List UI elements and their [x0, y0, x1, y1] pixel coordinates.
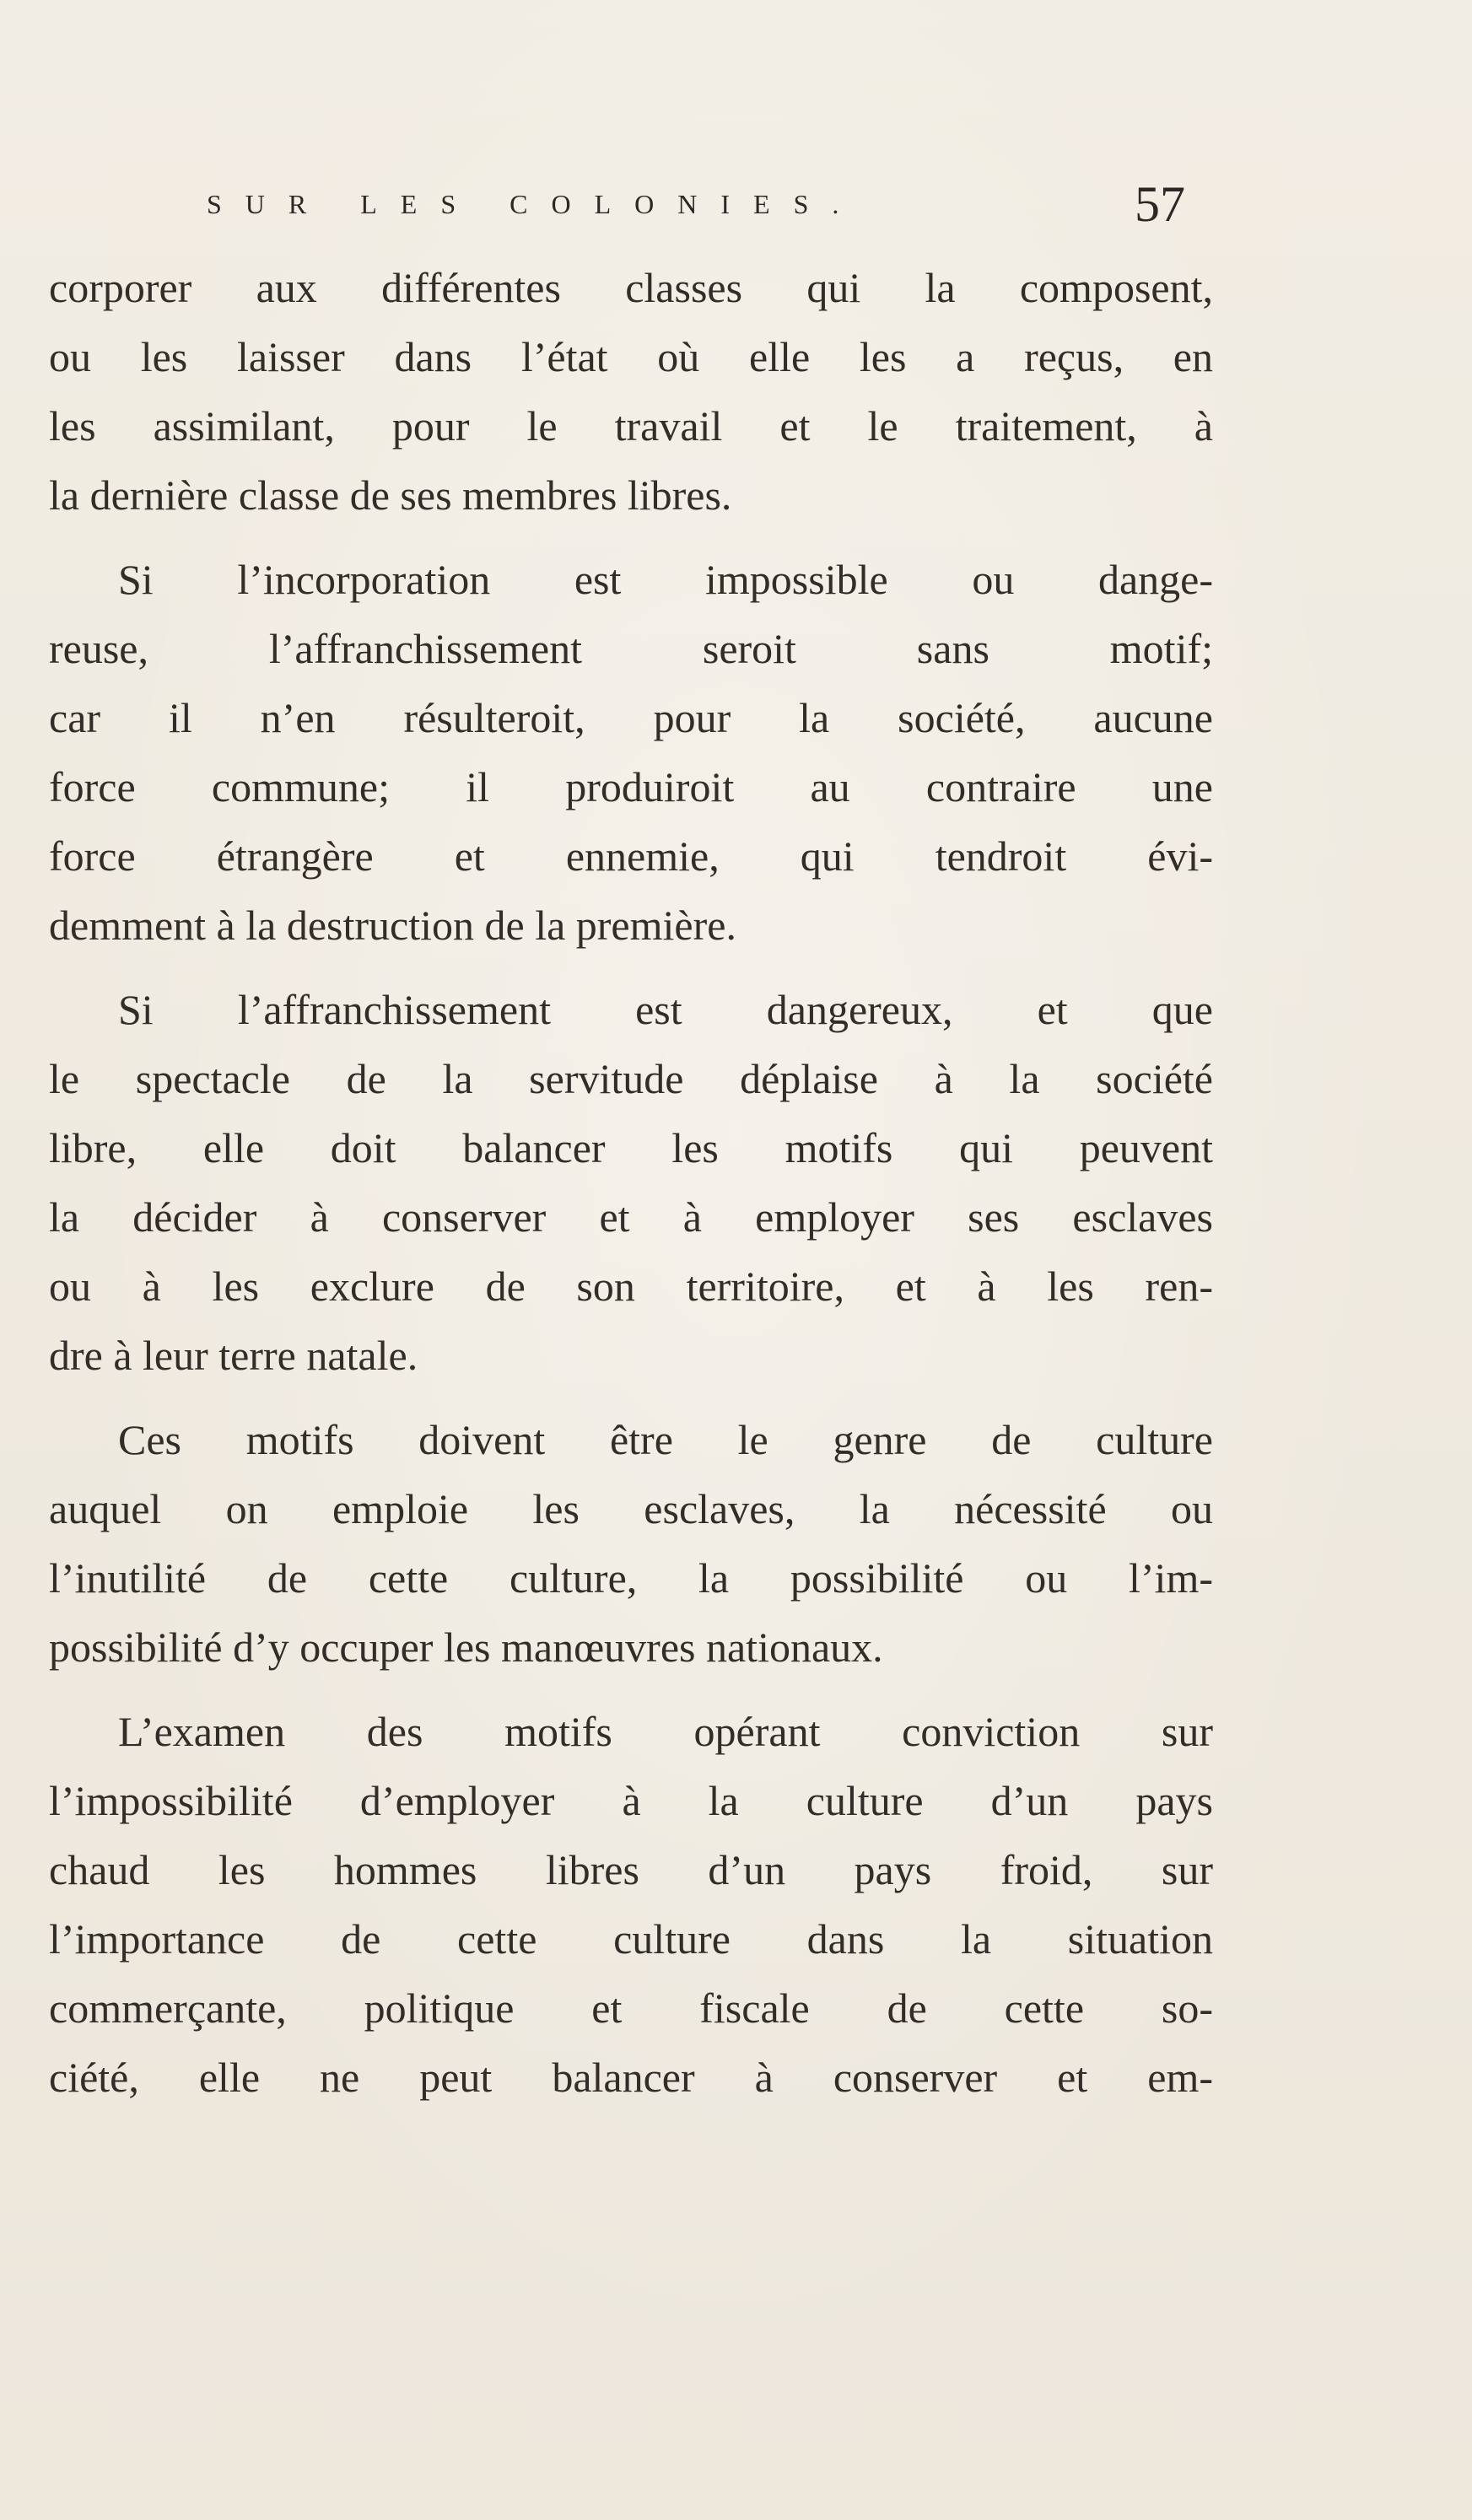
text-line: reuse, l’affranchissement seroit sans motif;	[49, 625, 1213, 672]
page-number: 57	[1135, 176, 1185, 232]
text-line: la décider à conserver et à employer ses esclaves	[49, 1193, 1213, 1241]
paragraph-gap	[49, 530, 1213, 545]
text-line: Si l’affranchissement est dangereux, et que	[118, 986, 1213, 1033]
text-line: corporer aux différentes classes qui la composent,	[49, 264, 1213, 311]
running-head	[207, 177, 1202, 236]
text-line: commerçante, politique et fiscale de cette so-	[49, 1984, 1213, 2032]
body-text	[49, 253, 1213, 2112]
text-line: les assimilant, pour le travail et le traitement, à	[49, 402, 1213, 450]
text-line: auquel on emploie les esclaves, la nécessité ou	[49, 1485, 1213, 1532]
text-line: libre, elle doit balancer les motifs qui peuvent	[49, 1124, 1213, 1171]
text-line: ou les laisser dans l’état où elle les a reçus, en	[49, 333, 1213, 380]
text-line: possibilité d’y occuper les manœuvres nationaux.	[49, 1623, 883, 1671]
text-line: dre à leur terre natale.	[49, 1332, 418, 1379]
paragraph-gap	[49, 1390, 1213, 1405]
text-line: la dernière classe de ses membres libres.	[49, 471, 732, 519]
text-line: L’examen des motifs opérant conviction sur	[118, 1708, 1213, 1755]
text-line: ciété, elle ne peut balancer à conserver et em-	[49, 2054, 1213, 2101]
text-line: l’importance de cette culture dans la situation	[49, 1915, 1213, 1963]
text-line: Ces motifs doivent être le genre de culture	[118, 1416, 1213, 1463]
text-line: force commune; il produiroit au contraire une	[49, 763, 1213, 810]
text-line: l’impossibilité d’employer à la culture d’un pays	[49, 1777, 1213, 1824]
paragraph-gap	[49, 1682, 1213, 1697]
text-line: force étrangère et ennemie, qui tendroit évi-	[49, 832, 1213, 880]
text-line: demment à la destruction de la première.	[49, 902, 736, 949]
text-line: l’inutilité de cette culture, la possibilité ou l’im-	[49, 1554, 1213, 1602]
text-line: le spectacle de la servitude déplaise à la société	[49, 1055, 1213, 1102]
text-line: ou à les exclure de son territoire, et à les ren-	[49, 1263, 1213, 1310]
running-title: SUR LES COLONIES.	[207, 189, 863, 219]
text-line: Si l’incorporation est impossible ou dange-	[118, 556, 1213, 603]
text-line: chaud les hommes libres d’un pays froid, sur	[49, 1846, 1213, 1893]
paragraph-gap	[49, 960, 1213, 975]
text-line: car il n’en résulteroit, pour la société, aucune	[49, 694, 1213, 741]
